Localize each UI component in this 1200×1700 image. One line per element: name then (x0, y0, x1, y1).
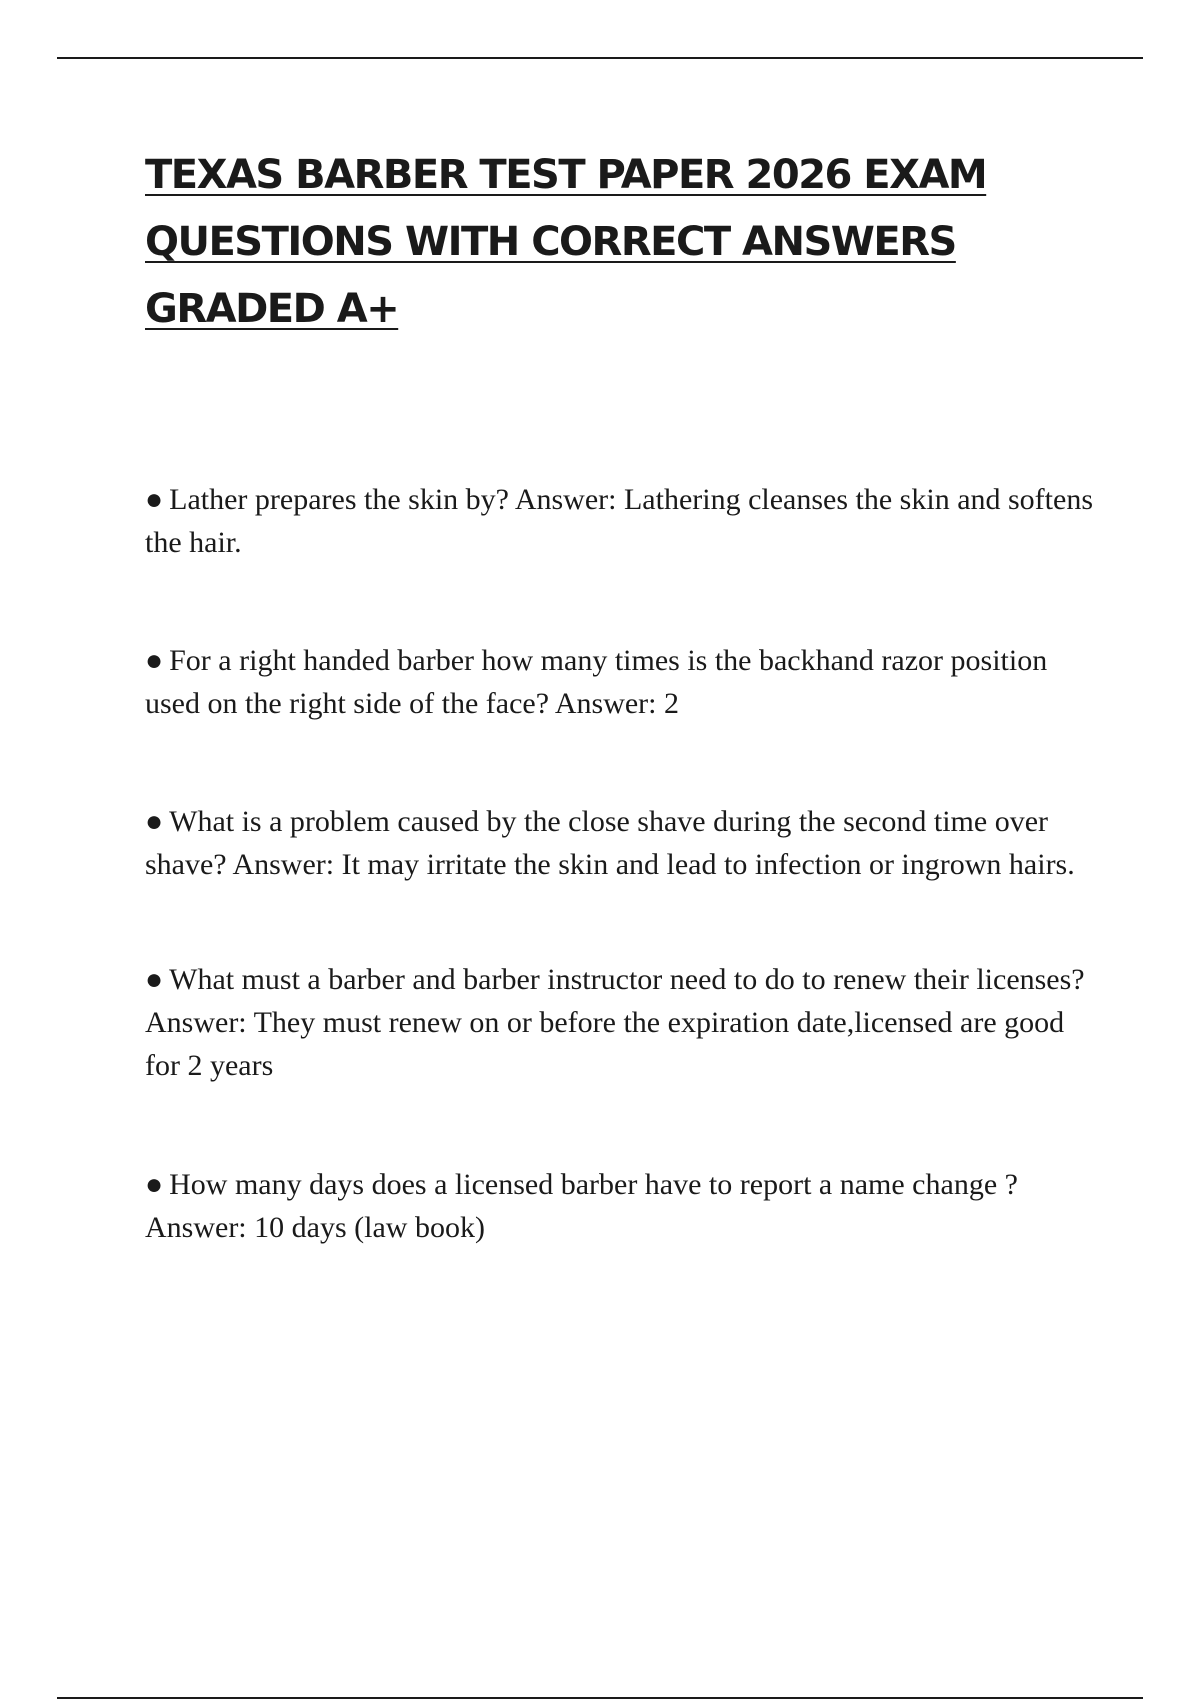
question-text: Lather prepares the skin by? Answer: Lathering cleanses the skin and softens the hair. (145, 483, 1094, 559)
bullet-icon: ● (145, 805, 164, 838)
document-title-text: TEXAS BARBER TEST PAPER 2026 EXAM QUESTIONS WITH CORRECT ANSWERS GRADED A+ (145, 152, 987, 332)
bullet-icon: ● (145, 483, 164, 516)
question-item-5 (145, 1163, 1095, 1249)
bullet-icon: ● (145, 963, 164, 996)
question-item-4 (145, 958, 1095, 1087)
document-title (145, 142, 1105, 343)
question-list (145, 478, 1095, 1249)
question-item-3 (145, 800, 1095, 886)
bullet-icon: ● (145, 1168, 164, 1201)
question-text: What is a problem caused by the close shave during the second time over shave? Answer: It may irritate the skin and lead to infection or ingrown hairs. (145, 805, 1075, 881)
question-text: For a right handed barber how many times is the backhand razor position used on the right side of the face? Answer: 2 (145, 644, 1048, 720)
bullet-icon: ● (145, 644, 164, 677)
top-rule (57, 57, 1143, 59)
question-text: What must a barber and barber instructor need to do to renew their licenses? Answer: They must renew on or before the expiration date,licensed are good for 2 years (145, 963, 1085, 1082)
question-text: How many days does a licensed barber have to report a name change ? Answer: 10 days (law book) (145, 1168, 1018, 1244)
question-item-2 (145, 639, 1095, 725)
question-item-1 (145, 478, 1095, 564)
bottom-rule (57, 1697, 1143, 1699)
